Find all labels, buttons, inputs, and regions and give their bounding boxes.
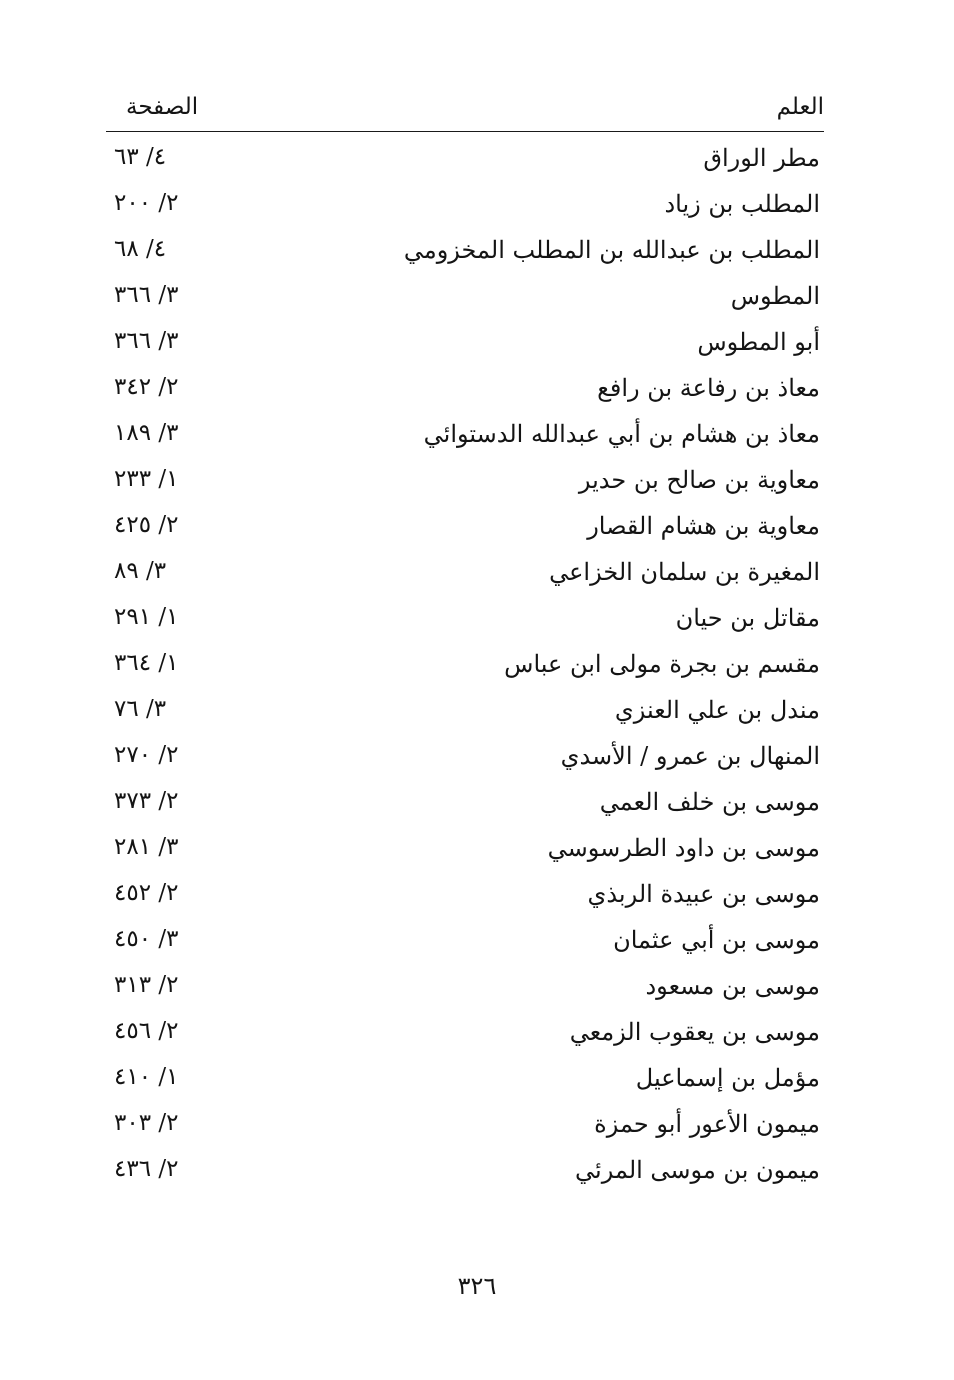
index-header bbox=[106, 94, 824, 130]
entry-name: مقسم بن بجرة مولى ابن عباس bbox=[504, 650, 820, 678]
entry-name: المغيرة بن سلمان الخزاعي bbox=[549, 558, 820, 586]
index-entry bbox=[106, 736, 824, 782]
column-heading-name: العلم bbox=[776, 94, 824, 120]
entry-name: ميمون الأعور أبو حمزة bbox=[594, 1110, 820, 1138]
entry-page-ref: ٢/ ٣٠٣ bbox=[114, 1110, 179, 1136]
entry-page-ref: ٣/ ٤٥٠ bbox=[114, 926, 179, 952]
index-entry bbox=[106, 1058, 824, 1104]
page-number: ٣٢٦ bbox=[457, 1272, 497, 1300]
entry-page-ref: ٢/ ٣١٣ bbox=[114, 972, 179, 998]
index-entry bbox=[106, 1012, 824, 1058]
header-rule bbox=[106, 131, 824, 132]
entry-page-ref: ٣/ ٨٩ bbox=[114, 558, 167, 584]
entry-page-ref: ١/ ٣٦٤ bbox=[114, 650, 179, 676]
entry-name: موسى بن يعقوب الزمعي bbox=[569, 1018, 820, 1046]
entry-name: معاذ بن رفاعة بن رافع bbox=[597, 374, 820, 402]
index-entry bbox=[106, 322, 824, 368]
entry-name: أبو المطوس bbox=[697, 328, 820, 356]
entry-name: معاذ بن هشام بن أبي عبدالله الدستوائي bbox=[423, 420, 820, 448]
index-entry bbox=[106, 874, 824, 920]
entry-page-ref: ٢/ ٤٥٦ bbox=[114, 1018, 179, 1044]
entry-name: المطوس bbox=[730, 282, 820, 310]
index-entries bbox=[106, 138, 824, 1196]
index-entry bbox=[106, 552, 824, 598]
entry-page-ref: ٤/ ٦٣ bbox=[114, 144, 167, 170]
index-entry bbox=[106, 138, 824, 184]
entry-page-ref: ٣/ ٣٦٦ bbox=[114, 282, 179, 308]
entry-page-ref: ٣/ ٧٦ bbox=[114, 696, 167, 722]
entry-name: موسى بن أبي عثمان bbox=[613, 926, 820, 954]
index-entry bbox=[106, 1150, 824, 1196]
index-entry bbox=[106, 598, 824, 644]
entry-name: معاوية بن صالح بن حدير bbox=[578, 466, 820, 494]
index-entry bbox=[106, 460, 824, 506]
column-heading-page: الصفحة bbox=[126, 94, 199, 120]
entry-name: مندل بن علي العنزي bbox=[614, 696, 820, 724]
entry-name: المطلب بن عبدالله بن المطلب المخزومي bbox=[403, 236, 820, 264]
index-entry bbox=[106, 230, 824, 276]
index-entry bbox=[106, 184, 824, 230]
index-entry bbox=[106, 920, 824, 966]
entry-name: مطر الوراق bbox=[703, 144, 820, 172]
entry-name: معاوية بن هشام القصار bbox=[587, 512, 820, 540]
index-entry bbox=[106, 782, 824, 828]
entry-name: المطلب بن زياد bbox=[664, 190, 820, 218]
entry-name: المنهال بن عمرو / الأسدي bbox=[560, 742, 820, 770]
entry-page-ref: ٢/ ٤٥٢ bbox=[114, 880, 179, 906]
entry-page-ref: ١/ ٤١٠ bbox=[114, 1064, 179, 1090]
index-entry bbox=[106, 828, 824, 874]
index-entry bbox=[106, 276, 824, 322]
entry-name: موسى بن داود الطرسوسي bbox=[547, 834, 820, 862]
entry-name: موسى بن عبيدة الربذي bbox=[587, 880, 820, 908]
entry-name: موسى بن مسعود bbox=[645, 972, 820, 1000]
entry-page-ref: ٣/ ٣٦٦ bbox=[114, 328, 179, 354]
entry-page-ref: ٢/ ٣٤٢ bbox=[114, 374, 179, 400]
entry-page-ref: ٢/ ٢٧٠ bbox=[114, 742, 179, 768]
index-entry bbox=[106, 414, 824, 460]
entry-name: ميمون بن موسى المرئي bbox=[575, 1156, 820, 1184]
index-entry bbox=[106, 1104, 824, 1150]
entry-page-ref: ٢/ ٤٣٦ bbox=[114, 1156, 179, 1182]
index-entry bbox=[106, 644, 824, 690]
entry-name: موسى بن خلف العمي bbox=[599, 788, 820, 816]
entry-page-ref: ٢/ ٤٢٥ bbox=[114, 512, 179, 538]
index-entry bbox=[106, 966, 824, 1012]
entry-page-ref: ٣/ ١٨٩ bbox=[114, 420, 179, 446]
entry-page-ref: ٢/ ٢٠٠ bbox=[114, 190, 179, 216]
index-entry bbox=[106, 690, 824, 736]
entry-page-ref: ٣/ ٢٨١ bbox=[114, 834, 179, 860]
entry-page-ref: ١/ ٢٩١ bbox=[114, 604, 179, 630]
entry-page-ref: ١/ ٢٣٣ bbox=[114, 466, 179, 492]
entry-page-ref: ٤/ ٦٨ bbox=[114, 236, 167, 262]
entry-name: مؤمل بن إسماعيل bbox=[635, 1064, 820, 1092]
entry-page-ref: ٢/ ٣٧٣ bbox=[114, 788, 179, 814]
entry-name: مقاتل بن حيان bbox=[675, 604, 820, 632]
index-entry bbox=[106, 506, 824, 552]
index-entry bbox=[106, 368, 824, 414]
